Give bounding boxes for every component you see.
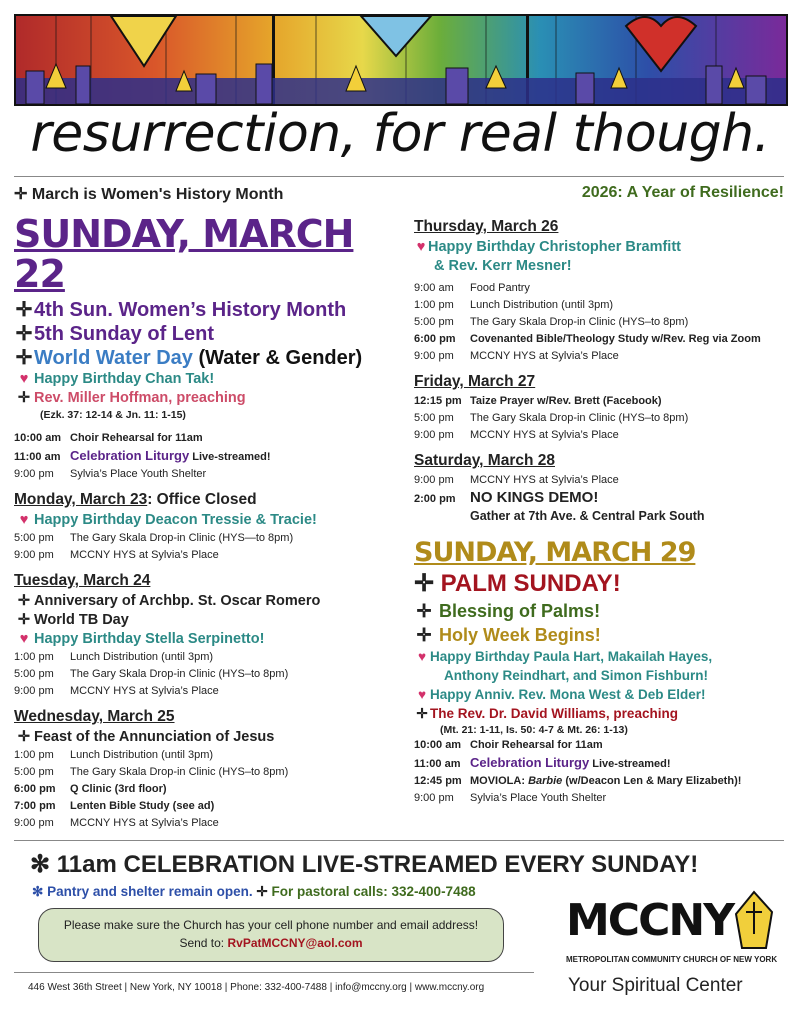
friday-title: Friday, March 27 bbox=[414, 373, 536, 390]
notice-send-label: Send to: bbox=[179, 936, 228, 950]
sunday-22-title: SUNDAY, MARCH 22 bbox=[14, 212, 354, 296]
event-text: MCCNY HYS at Sylvia’s Place bbox=[470, 350, 619, 362]
event-text: Covenanted Bible/Theology Study w/Rev. Reg via Zoom bbox=[470, 333, 761, 345]
heart-icon: ♥ bbox=[19, 631, 29, 647]
event-text: Sylvia’s Place Youth Shelter bbox=[470, 792, 607, 804]
event-row bbox=[414, 754, 790, 773]
logo-tagline: Your Spiritual Center bbox=[568, 975, 743, 996]
sun22-line-5 bbox=[14, 389, 399, 408]
event-text: Food Pantry bbox=[470, 282, 530, 294]
cross-icon: ✛ bbox=[17, 593, 31, 609]
event-time: 12:45 pm bbox=[414, 775, 462, 787]
wednesday-line-1 bbox=[14, 728, 399, 747]
footer-divider bbox=[14, 840, 784, 841]
event-time: 9:00 pm bbox=[414, 429, 454, 441]
logo-subtitle: METROPOLITAN COMMUNITY CHURCH OF NEW YORK bbox=[566, 955, 778, 964]
event-text: MCCNY HYS at Sylvia’s Place bbox=[470, 474, 619, 486]
event-row bbox=[414, 297, 790, 314]
event-time: 6:00 pm bbox=[14, 783, 56, 795]
event-text: The Gary Skala Drop-in Clinic (HYS–to 8pm) bbox=[70, 766, 289, 778]
event-time: 9:00 pm bbox=[14, 817, 54, 829]
email-link[interactable]: RvPatMCCNY@aol.com bbox=[227, 936, 363, 950]
line-text: Happy Birthday Deacon Tressie & Tracie! bbox=[34, 512, 317, 528]
event-text: MCCNY HYS at Sylvia’s Place bbox=[470, 429, 619, 441]
scripture-note: (Ezk. 37: 12-14 & Jn. 11: 1-15) bbox=[40, 409, 186, 421]
sunday-29-title: SUNDAY, MARCH 29 bbox=[414, 537, 696, 568]
line-text: Anniversary of Archbp. St. Oscar Romero bbox=[34, 593, 321, 609]
event-row bbox=[414, 773, 790, 790]
tuesday-title: Tuesday, March 24 bbox=[14, 572, 151, 589]
event-row bbox=[414, 790, 790, 807]
event-text: Choir Rehearsal for 11am bbox=[470, 739, 603, 751]
line-text: Happy Birthday Paula Hart, Makailah Hayes, bbox=[430, 649, 713, 664]
line-text: The Rev. Dr. David Williams, preaching bbox=[430, 706, 678, 721]
address-line: 446 West 36th Street | New York, NY 10018 | Phone: 332-400-7488 | info@mccny.org | www.mccny.org bbox=[28, 982, 485, 993]
event-time: 5:00 pm bbox=[414, 412, 454, 424]
sun29-line-2 bbox=[414, 599, 790, 623]
event-time: 11:00 am bbox=[14, 451, 61, 463]
line-text: 4th Sun. Women’s History Month bbox=[34, 299, 347, 321]
cross-icon: ✛ bbox=[416, 706, 428, 721]
event-time: 9:00 pm bbox=[14, 549, 54, 561]
event-row bbox=[14, 683, 399, 700]
event-text: The Gary Skala Drop-in Clinic (HYS–to 8pm) bbox=[470, 316, 689, 328]
event-time: 5:00 pm bbox=[14, 668, 54, 680]
cross-icon: ✛ bbox=[17, 729, 31, 745]
cross-icon: ✛ bbox=[17, 612, 31, 628]
event-row bbox=[14, 798, 399, 815]
subhead-left bbox=[14, 184, 283, 204]
tagline: resurrection, for real though. bbox=[30, 104, 770, 164]
pantry-text: Pantry and shelter remain open. bbox=[47, 884, 253, 899]
mccny-logo: MCCNY bbox=[566, 895, 734, 946]
event-highlight: Celebration Liturgy bbox=[470, 755, 590, 770]
event-text: MCCNY HYS at Sylvia’s Place bbox=[70, 685, 219, 697]
top-divider bbox=[14, 176, 784, 177]
event-text: MCCNY HYS at Sylvia’s Place bbox=[70, 817, 219, 829]
event-row bbox=[14, 764, 399, 781]
sun29-line-5 bbox=[414, 685, 790, 704]
heart-icon: ♥ bbox=[19, 371, 29, 387]
event-row bbox=[414, 280, 790, 297]
event-row bbox=[14, 666, 399, 683]
sun22-line-3 bbox=[14, 346, 399, 370]
scripture-note: (Mt. 21: 1-11, Is. 50: 4-7 & Mt. 26: 1-13) bbox=[440, 724, 628, 736]
notice-send-line bbox=[39, 934, 503, 952]
heart-icon: ♥ bbox=[416, 239, 426, 255]
event-row bbox=[414, 472, 790, 489]
sun22-line-2 bbox=[14, 322, 399, 346]
event-text: The Gary Skala Drop-in Clinic (HYS–to 8pm) bbox=[70, 668, 289, 680]
event-row bbox=[14, 815, 399, 832]
event-row bbox=[414, 331, 790, 348]
event-time: 9:00 am bbox=[414, 282, 454, 294]
event-highlight: NO KINGS DEMO! bbox=[470, 489, 599, 506]
event-time: 7:00 pm bbox=[14, 800, 56, 812]
event-time: 9:00 pm bbox=[414, 474, 454, 486]
line-text: Happy Anniv. Rev. Mona West & Deb Elder! bbox=[430, 687, 706, 702]
line-text: PALM SUNDAY! bbox=[440, 570, 621, 597]
stained-glass-image bbox=[16, 16, 786, 104]
cross-icon: ✛ bbox=[416, 601, 432, 621]
line-text: World TB Day bbox=[34, 612, 129, 628]
cross-icon: ✛ bbox=[17, 390, 31, 406]
event-row bbox=[14, 781, 399, 798]
cross-icon: ✛ bbox=[416, 625, 432, 645]
event-row bbox=[14, 547, 399, 564]
line-text: Happy Birthday Chan Tak! bbox=[34, 371, 215, 387]
event-time: 1:00 pm bbox=[414, 299, 454, 311]
event-text: Taize Prayer w/Rev. Brett (Facebook) bbox=[470, 395, 662, 407]
address-divider bbox=[14, 972, 534, 973]
notice-text: Please make sure the Church has your cell phone number and email address! bbox=[63, 918, 479, 932]
event-text: The Gary Skala Drop-in Clinic (HYS—to 8pm) bbox=[70, 532, 294, 544]
line-extra: (Water & Gender) bbox=[192, 347, 363, 369]
event-time: 10:00 am bbox=[414, 739, 462, 751]
event-text: Lenten Bible Study (see ad) bbox=[70, 800, 215, 812]
monday-line-1 bbox=[14, 511, 399, 530]
event-time: 5:00 pm bbox=[414, 316, 454, 328]
tuesday-line-1 bbox=[14, 592, 399, 611]
cross-icon: ✛ bbox=[256, 884, 268, 899]
sun22-line-4 bbox=[14, 370, 399, 389]
sun29-line-1 bbox=[414, 569, 790, 599]
event-text: (w/Deacon Len & Mary Elizabeth)! bbox=[562, 775, 742, 787]
line-text: Rev. Miller Hoffman, preaching bbox=[34, 390, 246, 406]
line-text: Happy Birthday Stella Serpinetto! bbox=[34, 631, 265, 647]
monday-title bbox=[14, 489, 399, 511]
wednesday-title: Wednesday, March 25 bbox=[14, 708, 175, 725]
event-text: Choir Rehearsal for 11am bbox=[70, 432, 203, 444]
right-column bbox=[414, 216, 790, 807]
contact-notice-box bbox=[38, 908, 504, 962]
thursday-line-1 bbox=[414, 238, 790, 257]
event-italic: Barbie bbox=[528, 775, 563, 787]
event-time: 9:00 pm bbox=[414, 792, 454, 804]
event-row bbox=[14, 447, 399, 466]
event-time: 1:00 pm bbox=[14, 749, 54, 761]
line-text: World Water Day bbox=[34, 347, 193, 369]
event-text: Lunch Distribution (until 3pm) bbox=[70, 749, 214, 761]
line-text: Blessing of Palms! bbox=[439, 601, 601, 621]
sun29-line-4-cont: Anthony Reindhart, and Simon Fishburn! bbox=[444, 668, 708, 683]
event-row bbox=[414, 348, 790, 365]
event-text: The Gary Skala Drop-in Clinic (HYS–to 8pm) bbox=[470, 412, 689, 424]
event-time: 5:00 pm bbox=[14, 532, 54, 544]
day-title: Monday, March 23 bbox=[14, 491, 148, 508]
stained-glass-banner bbox=[14, 14, 788, 106]
thursday-title: Thursday, March 26 bbox=[414, 218, 559, 235]
livestream-banner bbox=[30, 850, 698, 879]
event-time: 11:00 am bbox=[414, 758, 461, 770]
event-time: 9:00 pm bbox=[414, 350, 454, 362]
asterisk-icon: ✻ bbox=[32, 884, 44, 899]
event-time: 2:00 pm bbox=[414, 493, 456, 505]
cross-icon: ✛ bbox=[15, 299, 33, 321]
event-row bbox=[14, 430, 399, 447]
event-text: Live-streamed! bbox=[589, 758, 671, 770]
event-text: Live-streamed! bbox=[189, 451, 271, 463]
event-row bbox=[414, 427, 790, 444]
thursday-line-1-cont: & Rev. Kerr Mesner! bbox=[434, 258, 572, 274]
event-time: 10:00 am bbox=[14, 432, 62, 444]
event-text: Q Clinic (3rd floor) bbox=[70, 783, 167, 795]
demo-note: Gather at 7th Ave. & Central Park South bbox=[470, 509, 705, 523]
sun29-line-3 bbox=[414, 623, 790, 647]
saturday-title: Saturday, March 28 bbox=[414, 452, 555, 469]
sun22-line-1 bbox=[14, 298, 399, 322]
heart-icon: ♥ bbox=[19, 512, 29, 528]
cross-icon: ✛ bbox=[14, 186, 28, 203]
event-time: 6:00 pm bbox=[414, 333, 456, 345]
line-text: Feast of the Annunciation of Jesus bbox=[34, 729, 275, 745]
event-row bbox=[414, 393, 790, 410]
pantry-line bbox=[32, 884, 476, 900]
event-time: 12:15 pm bbox=[414, 395, 462, 407]
left-column bbox=[14, 214, 399, 832]
sun29-line-6 bbox=[414, 704, 790, 723]
event-highlight: Celebration Liturgy bbox=[70, 448, 190, 463]
line-text: Happy Birthday Christopher Bramfitt bbox=[428, 239, 681, 255]
cross-icon: ✛ bbox=[414, 570, 435, 597]
event-text: MOVIOLA: bbox=[470, 775, 529, 787]
event-time: 9:00 pm bbox=[14, 468, 54, 480]
event-time: 5:00 pm bbox=[14, 766, 54, 778]
event-row bbox=[414, 314, 790, 331]
asterisk-icon: ✻ bbox=[30, 851, 51, 878]
event-text: Lunch Distribution (until 3pm) bbox=[470, 299, 614, 311]
line-text: 5th Sunday of Lent bbox=[34, 323, 214, 345]
pastoral-calls-text: For pastoral calls: 332-400-7488 bbox=[271, 884, 476, 899]
cross-icon: ✛ bbox=[15, 323, 33, 345]
event-row bbox=[414, 410, 790, 427]
sun29-line-4 bbox=[414, 647, 790, 666]
event-row bbox=[414, 489, 790, 508]
heart-icon: ♥ bbox=[417, 687, 426, 702]
event-row bbox=[414, 737, 790, 754]
event-row bbox=[14, 649, 399, 666]
cross-icon: ✛ bbox=[15, 347, 33, 369]
day-extra: : Office Closed bbox=[147, 491, 257, 508]
event-text: Sylvia’s Place Youth Shelter bbox=[70, 468, 207, 480]
line-text: Holy Week Begins! bbox=[439, 625, 601, 645]
event-time: 1:00 pm bbox=[14, 651, 54, 663]
tuesday-line-3 bbox=[14, 630, 399, 649]
event-row bbox=[14, 747, 399, 764]
heart-icon: ♥ bbox=[417, 649, 426, 664]
event-text: MCCNY HYS at Sylvia’s Place bbox=[70, 549, 219, 561]
tuesday-line-2 bbox=[14, 611, 399, 630]
livestream-text: 11am CELEBRATION LIVE-STREAMED EVERY SUNDAY! bbox=[56, 851, 699, 878]
subhead-right: 2026: A Year of Resilience! bbox=[581, 184, 784, 201]
event-time: 9:00 pm bbox=[14, 685, 54, 697]
event-text: Lunch Distribution (until 3pm) bbox=[70, 651, 214, 663]
womens-history-text: March is Women's History Month bbox=[31, 186, 284, 203]
event-row bbox=[14, 466, 399, 483]
flame-logo-icon bbox=[732, 890, 776, 952]
event-row bbox=[14, 530, 399, 547]
